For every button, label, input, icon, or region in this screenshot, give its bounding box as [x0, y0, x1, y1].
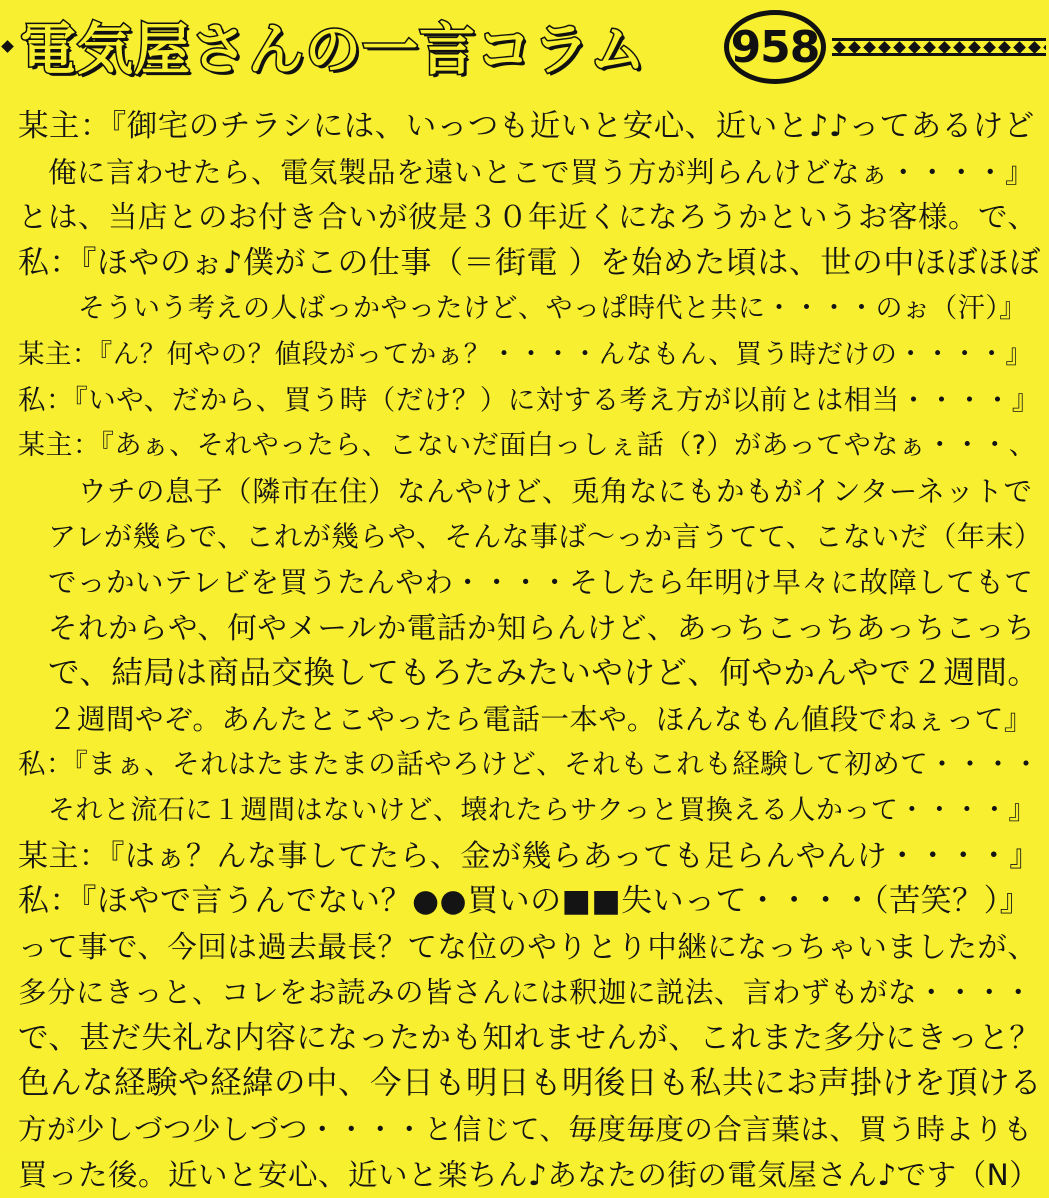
diamond-ornament-icon [863, 41, 876, 54]
column-line: 色んな経験や経緯の中、今日も明日も明後日も私共にお声掛けを頂ける [18, 1065, 1042, 1102]
diamond-ornament-icon [923, 41, 936, 54]
diamond-ornament-icon [998, 41, 1011, 54]
title-banner [6, 4, 664, 88]
diamond-ornament-icon [1013, 41, 1026, 54]
column-title: 電気屋さんの一言コラム [20, 18, 647, 83]
diamond-ornament-icon [878, 41, 891, 54]
column-line: 多分にきっと、コレをお読みの皆さんには釈迦に説法、言わずもがな・・・・ [18, 976, 1034, 1010]
column-line: って事で、今回は過去最長？てな位のやりとり中継になっちゃいましたが、 [18, 929, 1038, 964]
column-line: 私：『ほやのぉ♪僕がこの仕事（＝街電 ）を始めた頃は、世の中ほぼほぼ [18, 244, 1041, 281]
column-line: で、結局は商品交換してもろたみたいやけど、何やかんやで２週間。 [48, 655, 1040, 692]
diamond-ornament-icon [908, 41, 921, 54]
issue-number: 958 [730, 21, 820, 73]
column-line: アレが幾らで、これが幾らや、そんな事ば～っか言うてて、こないだ（年末） [48, 520, 1042, 554]
column-line: とは、当店とのお付き合いが彼是３０年近くになろうかというお客様。で、 [18, 200, 1038, 235]
diamond-ornament-icon [1028, 41, 1041, 54]
diamond-rule-ornament [832, 38, 1046, 56]
diamond-ornament-icon [938, 41, 951, 54]
issue-badge [724, 10, 826, 84]
column-line: で、甚だ失礼な内容になったかも知れませんが、これまた多分にきっと？ [18, 1020, 1041, 1056]
column-line: 買った後。近いと安心、近いと楽ちん♪あなたの街の電気屋さん♪です（N） [18, 1157, 1040, 1192]
column-line: 某主：『あぁ、それやったら、こないだ面白っしぇ話（?）があってやなぁ・・・、 [18, 430, 1037, 462]
diamond-ornament-icon [968, 41, 981, 54]
column-line: 某主：『ん？何やの？値段がってかぁ？・・・・んなもん、買う時だけの・・・・』 [18, 338, 1033, 370]
diamond-ornament-icon [953, 41, 966, 54]
column-line: それからや、何やメールか電話か知らんけど、あっちこっちあっちこっち [48, 610, 1036, 645]
column-line: そういう考えの人ばっかやったけど、やっぱ時代と共に・・・・のぉ（汗）』 [78, 293, 1027, 325]
column-line: 方が少しづつ少しづつ・・・・と信じて、毎度毎度の合言葉は、買う時よりも [18, 1113, 1033, 1147]
diamond-ornament-icon [983, 41, 996, 54]
diamond-ornament-icon [893, 41, 906, 54]
diamond-ornament-icon [1043, 41, 1046, 54]
column-body [18, 104, 1042, 1198]
column-line: 私：『まぁ、それはたまたまの話やろけど、それもこれも経験して初めて・・・・ [18, 748, 1041, 781]
column-line: 俺に言わせたら、電気製品を遠いとこで買う方が判らんけどなぁ・・・・』 [48, 155, 1035, 189]
column-line: でっかいテレビを買うたんやわ・・・・そしたら年明け早々に故障してもて [48, 565, 1034, 599]
diamond-ornament-icon [833, 41, 846, 54]
column-line: 私：『ほやで言うんでない？●●買いの■■失いって・・・・（苦笑？）』 [18, 883, 1032, 920]
diamond-ornament-icon [848, 41, 861, 54]
column-line: 某主：『はぁ？んな事してたら、金が幾らあっても足らんやんけ・・・・』 [18, 838, 1040, 874]
column-line: ２週間やぞ。あんたとこやったら電話一本や。ほんなもん値段でねぇって』 [48, 702, 1033, 736]
column-line: ウチの息子（隣市在住）なんやけど、兎角なにもかもがインターネットで [78, 474, 1033, 508]
column-line: 某主：『御宅のチラシには、いっつも近いと安心、近いと♪♪ってあるけど [18, 109, 1035, 144]
column-line: それと流石に１週間はないけど、壊れたらサクっと買換える人かって・・・・』 [48, 794, 1036, 826]
column-line: 私：『いや、だから、買う時（だけ？）に対する考え方が以前とは相当・・・・』 [18, 383, 1040, 416]
column-header [0, 0, 1049, 100]
